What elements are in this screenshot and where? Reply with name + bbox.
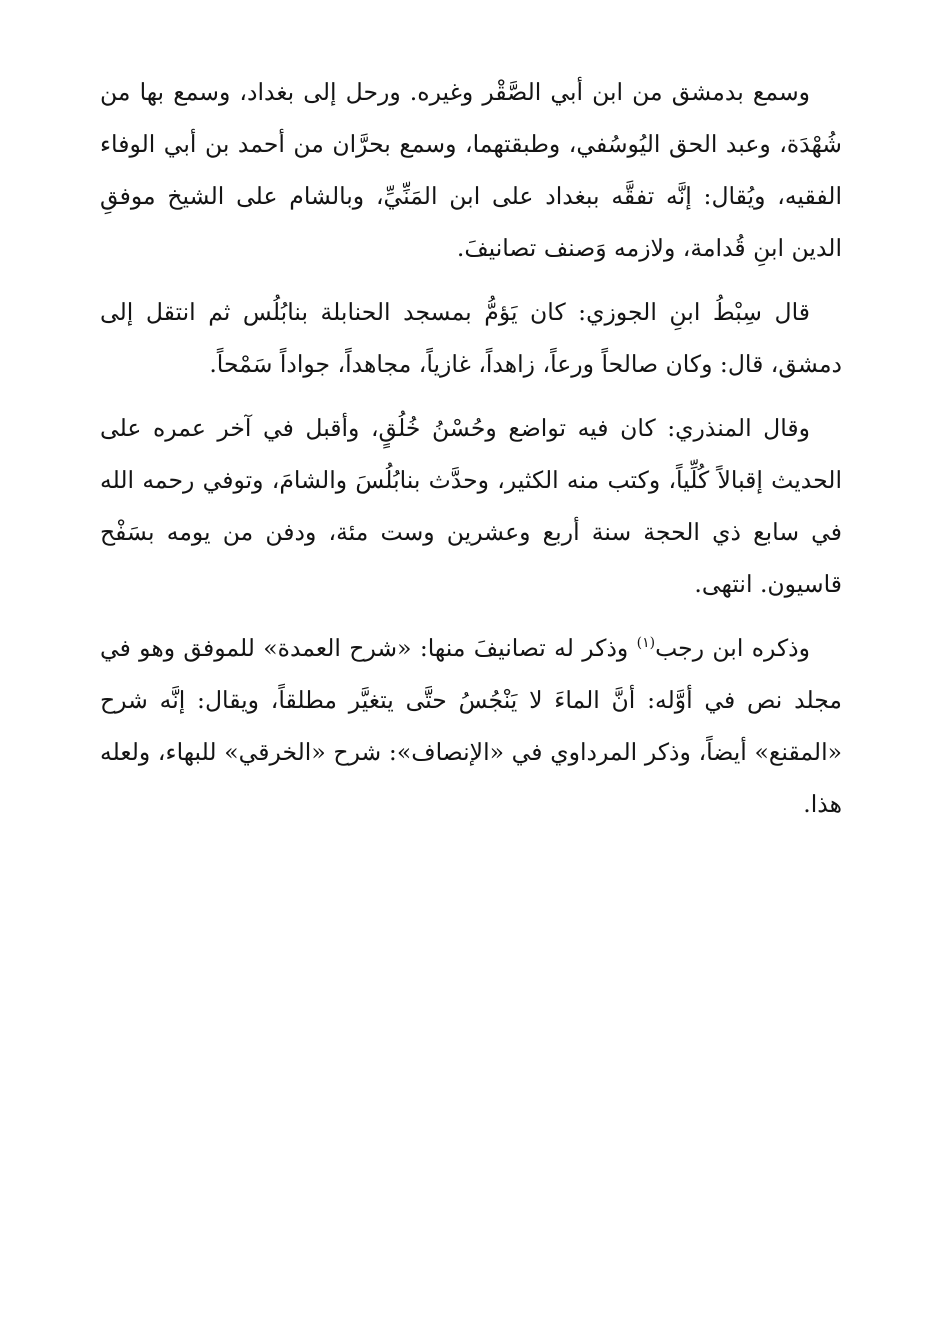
paragraph-2: قال سِبْطُ ابنِ الجوزي: كان يَؤمُّ بمسجد الحنابلة بنابُلُس ثم انتقل إلى دمشق، قال: وكان صالحاً ورعاً، زاهداً، غازياً، مجاهداً، جواداً سَمْحاً. (100, 298, 842, 378)
footnote-ref-1: (١) (636, 635, 656, 652)
paragraph-4 (100, 622, 842, 830)
paragraph-4-text-b: وذكر له تصانيفَ منها: «شرح العمدة» للموفق وهو في مجلد نص في أوَّله: أنَّ الماءَ لا يَنْجُسُ حتَّى يتغيَّر مطلقاً، ويقال: إنَّه شرح «المقنع» أيضاً، وذكر المرداوي في «الإنصاف»: شرح «الخرقي» للبهاء، ولعله هذا. (100, 634, 842, 818)
paragraph-3: وقال المنذري: كان فيه تواضع وحُسْنُ خُلُقٍ، وأقبل في آخر عمره على الحديث إقبالاً كُلِّياً، وكتب منه الكثير، وحدَّث بنابُلُسَ والشامَ، وتوفي رحمه الله في سابع ذي الحجة سنة أربع وعشرين وست مئة، ودفن من يومه بسَفْح قاسيون. انتهى. (100, 414, 842, 598)
main-text (100, 66, 842, 842)
paragraph-1: وسمع بدمشق من ابن أبي الصَّقْر وغيره. ورحل إلى بغداد، وسمع بها من شُهْدَة، وعبد الحق اليُوسُفي، وطبقتهما، وسمع بحرَّان من أحمد بن أبي الوفاء الفقيه، ويُقال: إنَّه تفقَّه ببغداد على ابن المَنِّيِّ، وبالشام على الشيخ موفقِ الدين ابنِ قُدامة، ولازمه وَصنف تصانيفَ. (100, 78, 842, 262)
paragraph-4-text-a: وذكره ابن رجب (655, 634, 810, 662)
